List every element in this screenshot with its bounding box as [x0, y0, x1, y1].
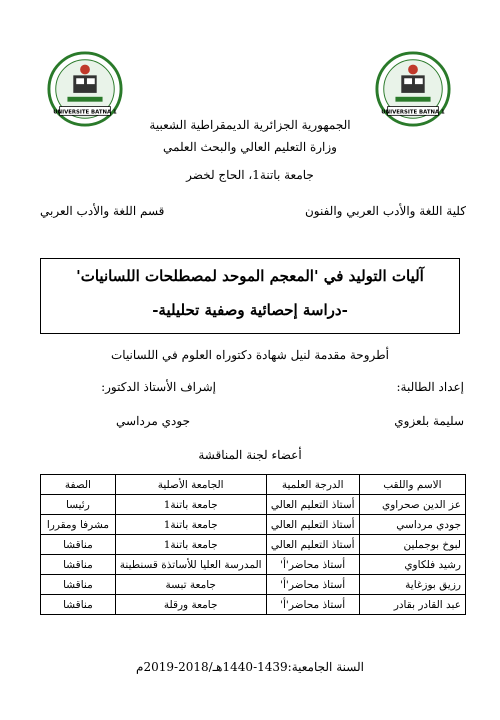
- member-university: جامعة باتنة1: [115, 495, 266, 515]
- column-header: الدرجة العلمية: [266, 475, 359, 495]
- logo-left-text: UNIVERSITE BATNA 1: [53, 109, 117, 116]
- thesis-subtitle: -دراسة إحصائية وصفية تحليلية-: [152, 301, 348, 319]
- member-name: عبد القادر بقادر: [359, 595, 465, 615]
- member-rank: أستاذ التعليم العالي: [266, 495, 359, 515]
- member-rank: أستاذ التعليم العالي: [266, 515, 359, 535]
- supervisor-label: إشراف الأستاذ الدكتور:: [101, 380, 216, 394]
- table-header-row: [41, 475, 466, 495]
- republic-name: الجمهورية الجزائرية الديمقراطية الشعبية: [149, 118, 351, 132]
- member-university: جامعة باتنة1: [115, 515, 266, 535]
- member-role: مناقشا: [41, 595, 116, 615]
- member-university: المدرسة العليا للأساتذة قسنطينة: [115, 555, 266, 575]
- member-university: جامعة ورقلة: [115, 595, 266, 615]
- member-role: مناقشا: [41, 535, 116, 555]
- member-role: مشرفا ومقررا: [41, 515, 116, 535]
- thesis-note: أطروحة مقدمة لنيل شهادة دكتوراه العلوم في اللسانيات: [110, 348, 390, 362]
- member-name: رشيد فلكاوي: [359, 555, 465, 575]
- supervisor-name: جودي مرداسي: [116, 414, 190, 428]
- thesis-title-box: [40, 258, 460, 334]
- column-header: الجامعة الأصلية: [115, 475, 266, 495]
- table-row: [41, 575, 466, 595]
- department-name: قسم اللغة والأدب العربي: [40, 204, 165, 218]
- member-name: عز الدين صحراوي: [359, 495, 465, 515]
- member-rank: أستاذ محاضر'أ': [266, 555, 359, 575]
- member-rank: أستاذ محاضر'أ': [266, 595, 359, 615]
- university-name: جامعة باتنة1، الحاج لخضر: [186, 168, 314, 182]
- student-label: إعداد الطالبة:: [396, 380, 464, 394]
- column-header: الاسم واللقب: [359, 475, 465, 495]
- member-name: لبوخ بوجملين: [359, 535, 465, 555]
- table-row: [41, 595, 466, 615]
- member-name: جودي مرداسي: [359, 515, 465, 535]
- academic-year: السنة الجامعية:1439-1440هـ/2018-2019م: [136, 660, 364, 674]
- member-role: مناقشا: [41, 555, 116, 575]
- thesis-title: آليات التوليد في 'المعجم الموحد لمصطلحات اللسانيات': [76, 267, 424, 285]
- member-rank: أستاذ محاضر'أ': [266, 575, 359, 595]
- ministry-name: وزارة التعليم العالي والبحث العلمي: [163, 140, 337, 154]
- member-rank: أستاذ التعليم العالي: [266, 535, 359, 555]
- committee-table: [40, 474, 466, 615]
- member-role: رئيسا: [41, 495, 116, 515]
- column-header: الصفة: [41, 475, 116, 495]
- table-row: [41, 535, 466, 555]
- table-row: [41, 515, 466, 535]
- faculty-name: كلية اللغة والأدب العربي والفنون: [304, 204, 466, 218]
- table-row: [41, 555, 466, 575]
- committee-heading: أعضاء لجنة المناقشة: [198, 448, 302, 462]
- member-university: جامعة باتنة1: [115, 535, 266, 555]
- logo-right-text: UNIVERSITE BATNA 1: [381, 109, 445, 116]
- student-name: سليمة بلعزوي: [394, 414, 464, 428]
- table-row: [41, 495, 466, 515]
- member-role: مناقشا: [41, 575, 116, 595]
- member-university: جامعة تبسة: [115, 575, 266, 595]
- member-name: رزيق بوزغاية: [359, 575, 465, 595]
